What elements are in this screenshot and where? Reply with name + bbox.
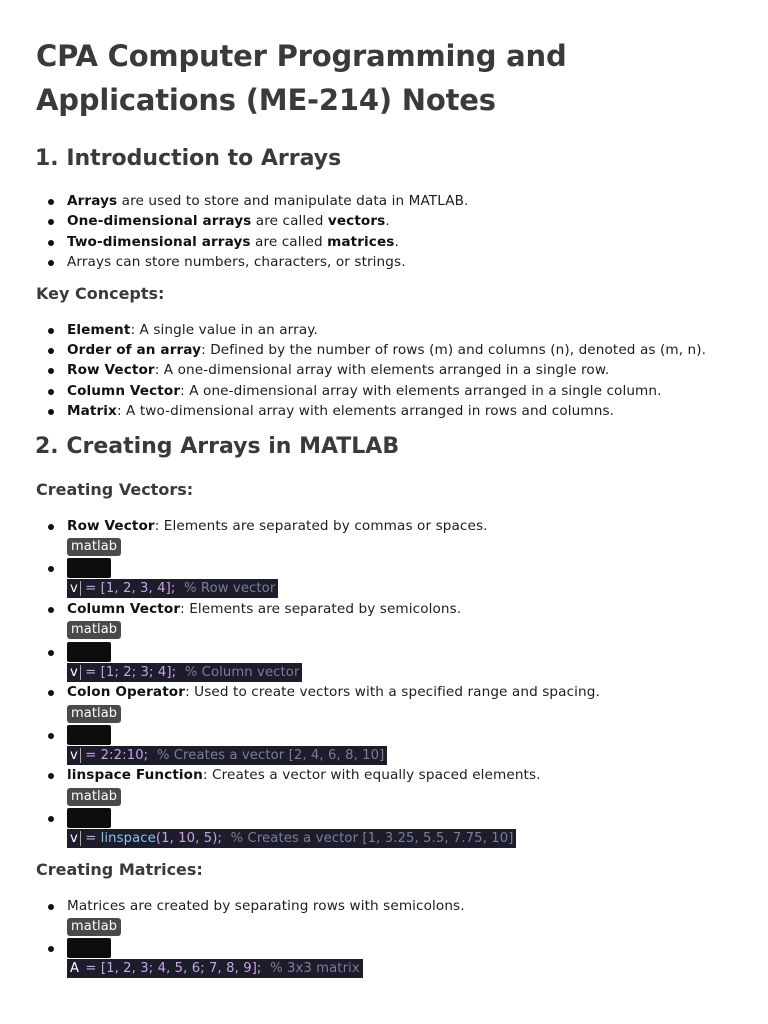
list-item: linspace Function: Creates a vector with equally spaced elements. matlab [36,765,732,806]
copy-code-button[interactable] [67,808,111,828]
code-block-item [36,725,732,765]
code-language-tag: matlab [67,788,121,806]
list-item: Arrays are used to store and manipulate data in MATLAB. [36,191,732,211]
list-item: Arrays can store numbers, characters, or strings. [36,252,732,272]
code-language-tag: matlab [67,538,121,556]
subheading-creating-matrices: Creating Matrices: [36,859,203,879]
list-item: Row Vector: Elements are separated by commas or spaces. matlab [36,516,732,557]
code-block-item [36,808,732,848]
copy-code-button[interactable] [67,642,111,662]
code-line: v = [1; 2; 3; 4]; % Column vector [67,663,302,682]
code-line: v = [1, 2, 3, 4]; % Row vector [67,579,278,598]
creating-matrices-list [36,896,732,979]
key-concepts-list [36,320,732,422]
subheading-key-concepts: Key Concepts: [36,283,165,303]
list-item: Column Vector: A one-dimensional array with elements arranged in a single column. [36,381,732,401]
list-item: Order of an array: Defined by the number of rows (m) and columns (n), denoted as (m, n). [36,340,732,360]
intro-list [36,191,732,273]
list-item: Column Vector: Elements are separated by semicolons. matlab [36,599,732,640]
code-block-item [36,938,732,978]
list-item: Matrices are created by separating rows with semicolons. matlab [36,896,732,937]
code-block-item [36,642,732,682]
list-item: Matrix: A two-dimensional array with elements arranged in rows and columns. [36,401,732,421]
code-line: v = linspace(1, 10, 5); % Creates a vector [1, 3.25, 5.5, 7.75, 10] [67,829,516,848]
list-item: Element: A single value in an array. [36,320,732,340]
document-title: CPA Computer Programming and Applications (ME-214) Notes [36,39,567,117]
list-item: Row Vector: A one-dimensional array with elements arranged in a single row. [36,360,732,380]
section-heading-introduction: 1. Introduction to Arrays [35,146,342,171]
list-item: Two-dimensional arrays are called matrices. [36,232,732,252]
copy-code-button[interactable] [67,725,111,745]
section-heading-creating-arrays: 2. Creating Arrays in MATLAB [35,433,400,459]
code-line: v = 2:2:10; % Creates a vector [2, 4, 6, 8, 10] [67,746,387,765]
subheading-creating-vectors: Creating Vectors: [36,479,194,499]
code-language-tag: matlab [67,918,121,936]
copy-code-button[interactable] [67,558,111,578]
code-language-tag: matlab [67,705,121,723]
creating-vectors-list [36,516,732,849]
list-item: Colon Operator: Used to create vectors with a specified range and spacing. matlab [36,682,732,723]
code-block-item [36,558,732,598]
code-language-tag: matlab [67,621,121,639]
list-item: One-dimensional arrays are called vectors. [36,211,732,231]
copy-code-button[interactable] [67,938,111,958]
code-line: A = [1, 2, 3; 4, 5, 6; 7, 8, 9]; % 3x3 matrix [67,959,363,978]
